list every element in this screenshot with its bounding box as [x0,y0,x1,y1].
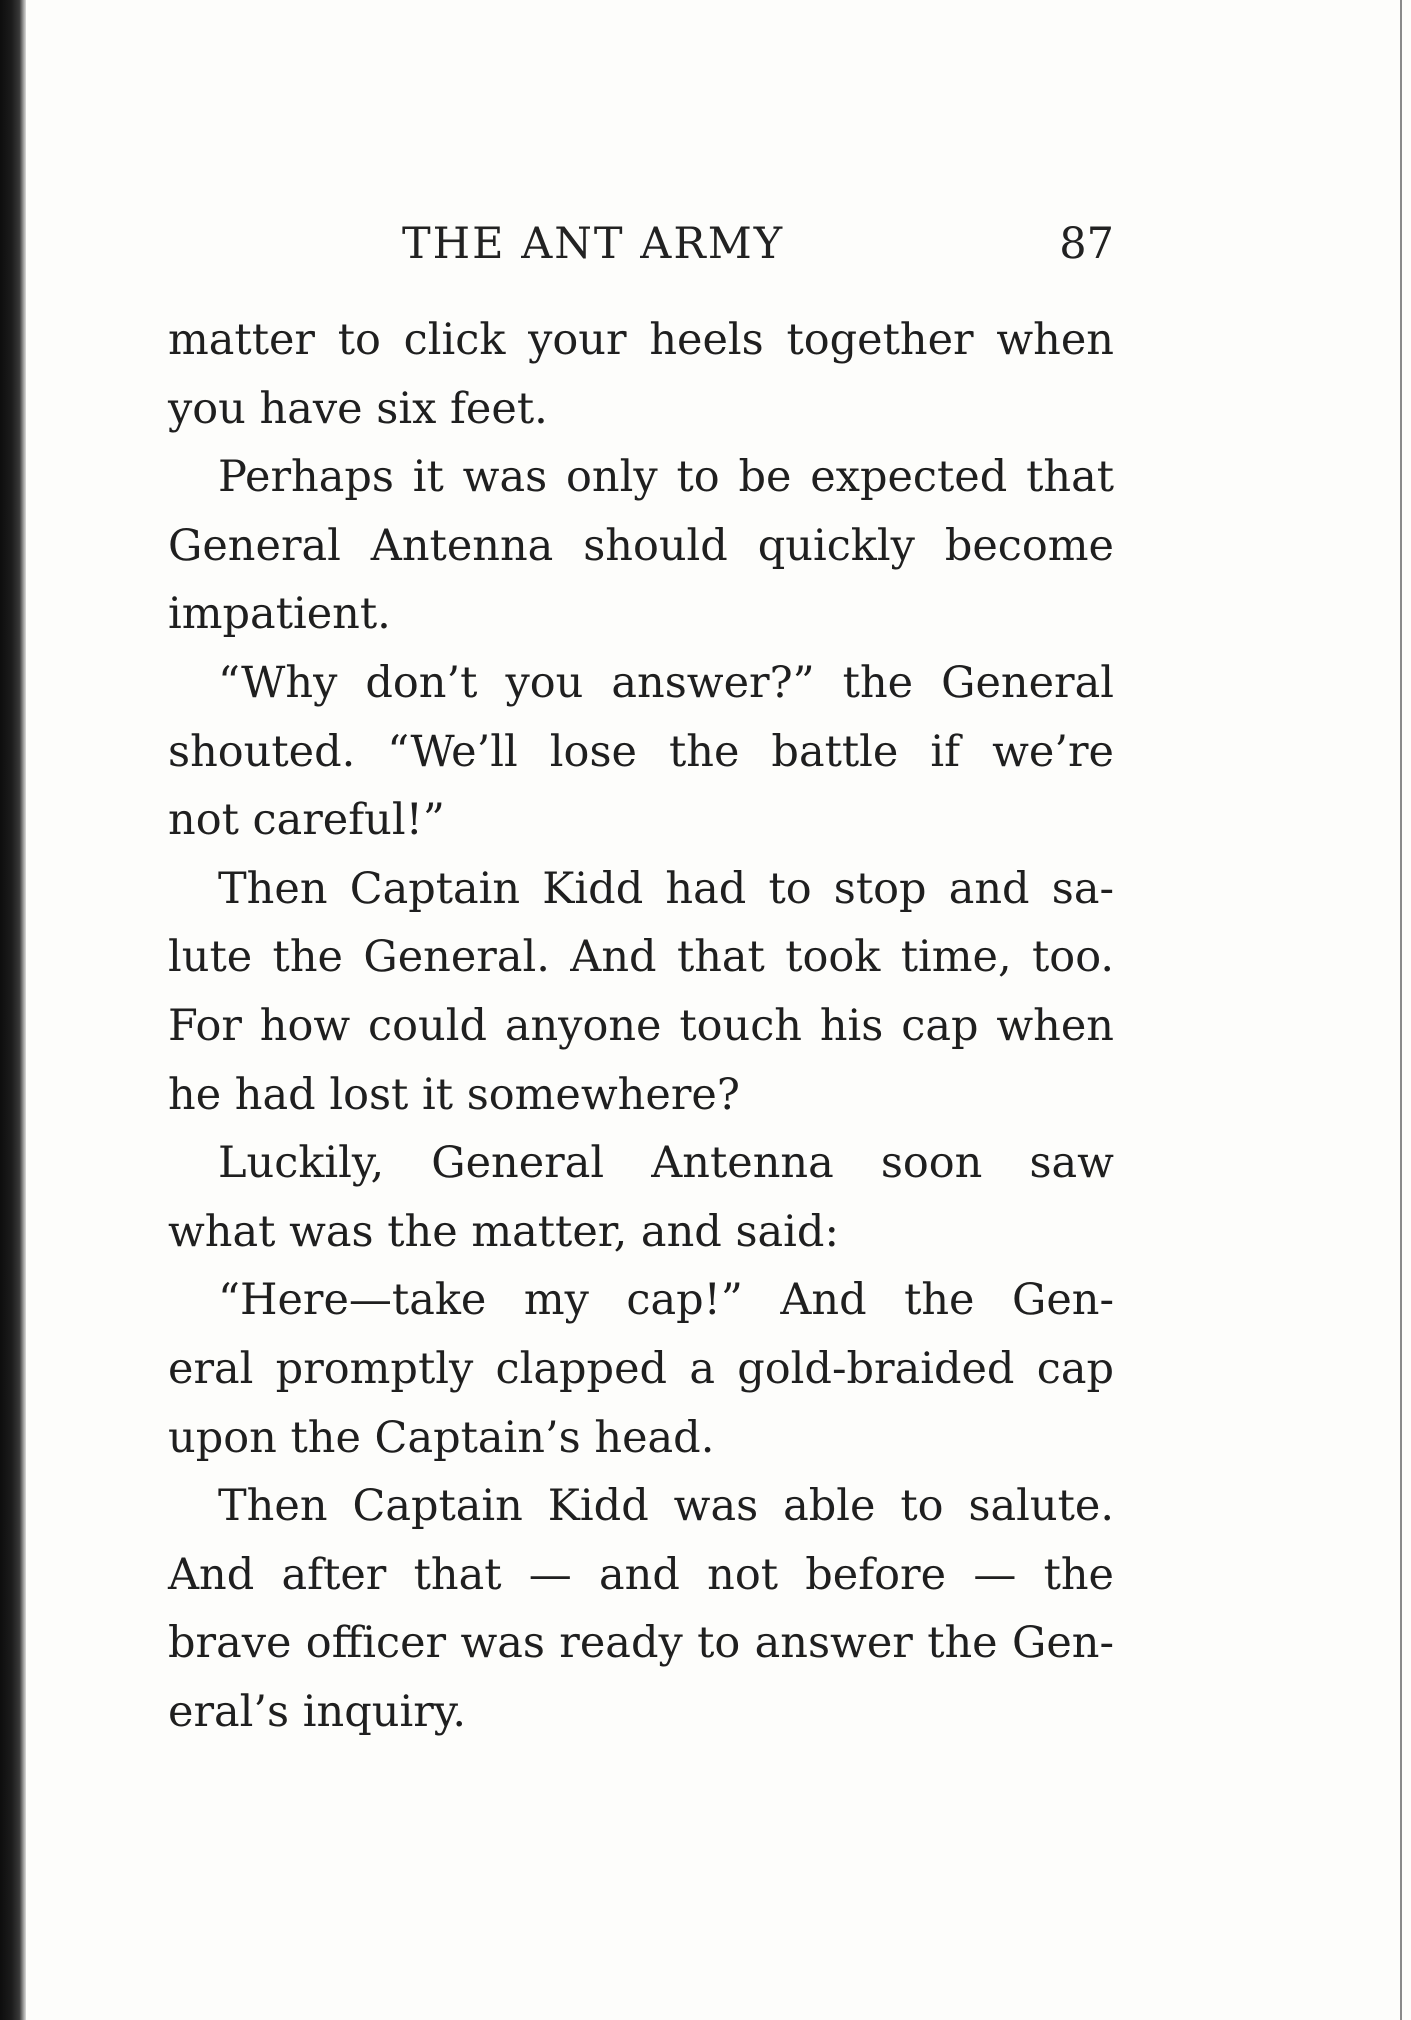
paragraph [168,1129,1114,1266]
text-line: brave officer was ready to answer the Gen- [168,1618,1114,1669]
text-line: “Why don’t you answer?” the General [218,657,1114,708]
text-line: you have six feet. [168,383,548,434]
text-line: Perhaps it was only to be expected that [218,452,1114,503]
text-line: Then Captain Kidd was able to salute. [218,1481,1114,1532]
running-head [168,214,1114,274]
text-line: eral promptly clapped a gold-braided cap [168,1343,1114,1394]
page-number: 87 [1059,219,1114,269]
binding-edge [0,0,26,2020]
text-line: eral’s inquiry. [168,1686,467,1737]
text-line: he had lost it somewhere? [168,1069,740,1120]
text-line: “Here—take my cap!” And the Gen- [218,1275,1114,1326]
paragraph [168,1266,1114,1472]
text-line: Luckily, General Antenna soon saw [218,1138,1114,1189]
text-line: And after that — and not before — the [168,1549,1114,1600]
text-line: Then Captain Kidd had to stop and sa- [218,863,1114,914]
text-line: upon the Captain’s head. [168,1412,715,1463]
paragraph [168,649,1114,855]
paragraph [168,1472,1114,1746]
text-line: impatient. [168,589,391,640]
body-text [168,306,1114,1746]
page-edge-rule [1400,0,1402,2020]
paragraph [168,443,1114,649]
text-line: General Antenna should quickly become [168,520,1114,571]
text-line: what was the matter, and said: [168,1206,839,1257]
text-line: For how could anyone touch his cap when [168,1000,1114,1051]
paragraph [168,855,1114,1129]
paragraph [168,306,1114,443]
text-line: shouted. “We’ll lose the battle if we’re [168,726,1114,777]
text-line: matter to click your heels together when [168,315,1114,365]
running-title: THE ANT ARMY [402,219,785,269]
text-line: lute the General. And that took time, too. [168,932,1114,983]
text-line: not careful!” [168,795,445,846]
